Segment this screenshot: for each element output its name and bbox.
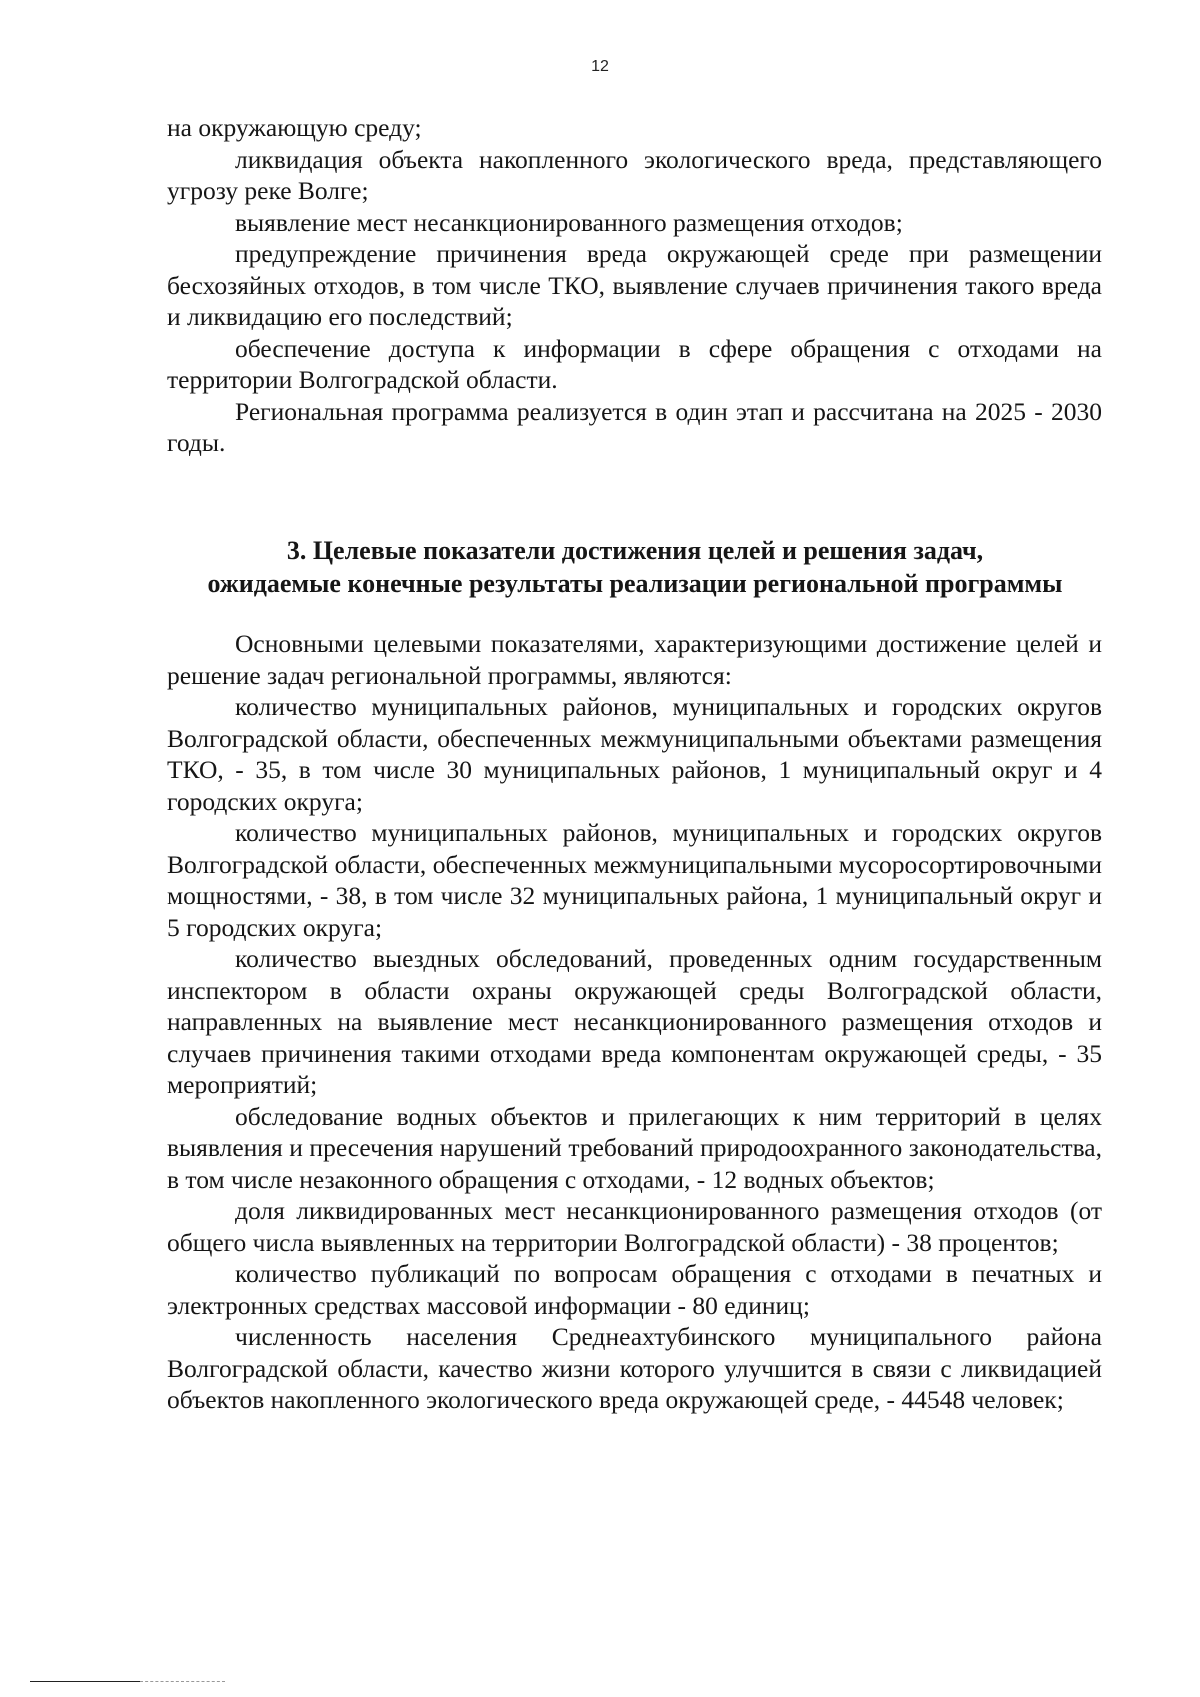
footer-rule-faint [140,1681,225,1682]
top-text-block [167,112,1102,459]
paragraph: ликвидация объекта накопленного экологического вреда, представляющего угрозу реке Волге; [167,144,1102,205]
section-heading-line: ожидаемые конечные результаты реализации региональной программы [207,569,1063,598]
section-heading-line: 3. Целевые показатели достижения целей и решения задач, [286,536,984,565]
paragraph: количество выездных обследований, проведенных одним государственным инспектором в области охраны окружающей среды Волгоградской области, направленных на выявление мест несанкционированного размещения отходов и случаев причинения такими отходами вреда компонентам окружающей среды, - 35 мероприятий; [167,944,1102,1099]
paragraph: выявление мест несанкционированного размещения отходов; [235,207,903,237]
paragraph: доля ликвидированных мест несанкционированного размещения отходов (от общего числа выявленных на территории Волгоградской области) - 38 процентов; [167,1196,1102,1257]
paragraph: обеспечение доступа к информации в сфере обращения с отходами на территории Волгоградской области. [167,333,1102,394]
footer-rule [30,1681,140,1682]
paragraph: численность населения Среднеахтубинского муниципального района Волгоградской области, качество жизни которого улучшится в связи с ликвидацией объектов накопленного экологического вреда окружающей среде, - 44548 человек; [167,1322,1102,1414]
paragraph: Региональная программа реализуется в один этап и рассчитана на 2025 - 2030 годы. [167,396,1102,457]
section-heading [120,534,1150,600]
paragraph: количество муниципальных районов, муниципальных и городских округов Волгоградской области, обеспеченных межмуниципальными объектами размещения ТКО, - 35, в том числе 30 муниципальных районов, 1 муниципальный округ и 4 городских округа; [167,692,1102,816]
paragraph: на окружающую среду; [167,113,422,142]
page-number: 12 [591,58,609,75]
paragraph: Основными целевыми показателями, характеризующими достижение целей и решение задач региональной программы, являются: [167,629,1102,690]
paragraph: предупреждение причинения вреда окружающей среде при размещении бесхозяйных отходов, в том числе ТКО, выявление случаев причинения такого вреда и ликвидацию его последствий; [167,239,1102,331]
body-text-block [167,628,1102,1416]
paragraph: количество муниципальных районов, муниципальных и городских округов Волгоградской области, обеспеченных межмуниципальными мусоросортировочными мощностями, - 38, в том числе 32 муниципальных района, 1 муниципальный округ и 5 городских округа; [167,818,1102,942]
paragraph: количество публикаций по вопросам обращения с отходами в печатных и электронных средствах массовой информации - 80 единиц; [167,1259,1102,1320]
paragraph: обследование водных объектов и прилегающих к ним территорий в целях выявления и пресечения нарушений требований природоохранного законодательства, в том числе незаконного обращения с отходами, - 12 водных объектов; [167,1101,1102,1194]
